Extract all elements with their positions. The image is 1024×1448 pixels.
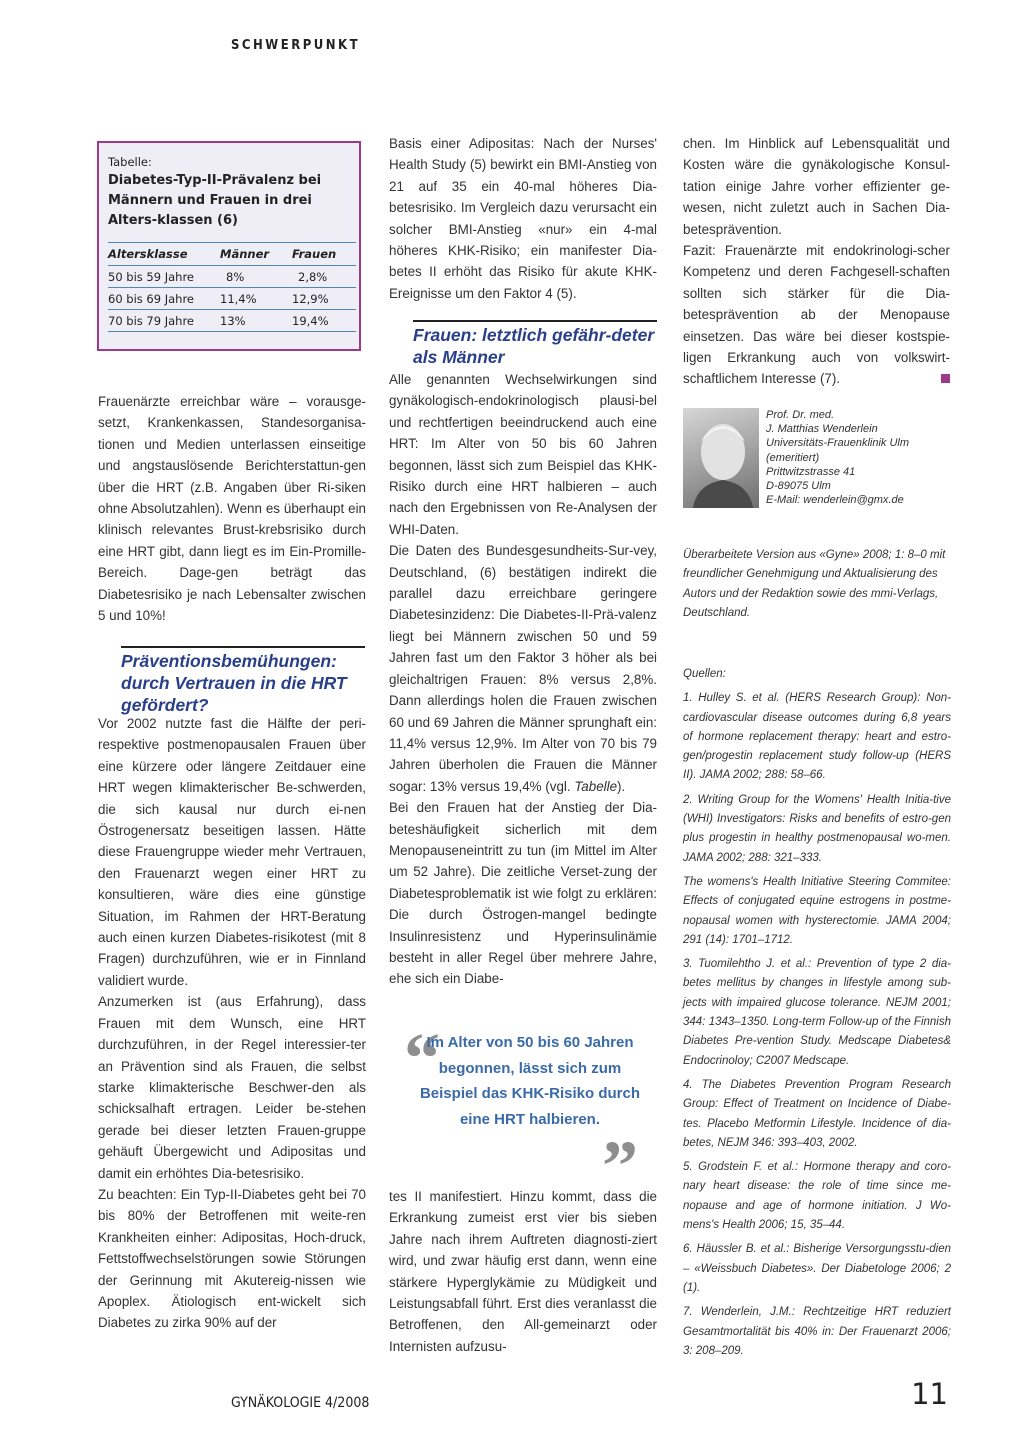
table-row [108,288,356,310]
column-1-body [98,713,366,1334]
author-info [766,408,952,507]
paragraph: Vor 2002 nutzte fast die Hälfte der peri-respektive postmenopausalen Frauen über eine kürzere oder längere Zeitdauer eine HRT wegen klimakterischer Be-schwerden, die sich kausal nur durch ei-nen Östrogenersatz beseitigen lassen. Hätte diese Frauengruppe wieder mehr Vertrauen, den Frauenarzt wegen einer HRT zu konsultieren, wäre dies eine günstige Situation, im Rahmen der HRT-Beratung auch einen kurzen Diabetes-risikotest (mit 8 Fragen) durchzuführen, wie er in Finnland validiert wurde. [98,716,366,988]
table-cell: 19,4% [292,310,356,332]
reference-item: 5. Grodstein F. et al.: Hormone therapy and coro-nary heart disease: the role of time since me-nopause and age of hormone initiation. J Wo-mens's Health 2006; 15, 35–44. [683,1161,951,1232]
table-label: Tabelle: [108,155,152,169]
column-3-body [683,133,950,390]
author-street: Prittwitzstrasse 41 [766,465,856,478]
table-box [97,141,361,351]
column-2-body [389,369,657,990]
reference-item: 3. Tuomilehtho J. et al.: Prevention of type 2 dia-betes mellitus by changes in lifestyle among sub-jects with impaired glucose tolerance. NEJM 2001; 344: 1343–1350. Long-term Follow-up of the Finnish Diabetes Pre-vention Study. Medscape Diabetes& Endocrinoloy; C2007 Medscape. [683,958,951,1067]
references-title: Quellen: [683,668,726,680]
revision-note: Überarbeitete Version aus «Gyne» 2008; 1: 8–0 mit freundlicher Genehmigung und Aktualisierung des Autors und der Redaktion sowie des mmi-Verlags, Deutschland. [683,549,946,619]
paragraph: Zu beachten: Ein Typ-II-Diabetes geht bei 70 bis 80% der Betroffenen mit weite-ren Krankheiten einher: Adipositas, Hoch-druck, Fettstoffwechselstörungen sowie Störungen der Gerinnung mit Akutereig-nissen wie Apoplex. Ätiologisch ent-wickelt sich Diabetes zu zirka 90% auf der [98,1186,366,1331]
author-name: J. Matthias Wenderlein [766,423,878,436]
paragraph: Alle genannten Wechselwirkungen sind gynäkologisch-endokrinologisch plausi-bel und rechtfertigen beeindruckend auch eine HRT: Im Alter von 50 bis 60 Jahren begonnen, lässt sich zum Beispiel das KHK-Risiko durch eine HRT halbieren – auch nach den Ergebnissen von Re-Analysen der WHI-Daten. [389,372,657,537]
table-header-cell: Altersklasse [108,243,220,266]
author-photo [683,408,759,508]
table-cell: 70 bis 79 Jahre [108,310,220,332]
paragraph-text: ). [617,778,626,794]
reference-item: 2. Writing Group for the Womens' Health Initia-tive (WHI) Investigators: Risks and benefits of estro-gen plus progestin in healthy postmenopausal wo-men. JAMA 2002; 288: 321–333. [683,793,951,864]
prevalence-table [108,242,356,332]
reference-item: 4. The Diabetes Prevention Program Research Group: Effect of Treatment on Incidence of Diabe-tes. Placebo Metformin Lifestyle. Incidence of dia-betes, NEJM 346: 393–403, 2002. [683,1078,951,1149]
section-header: SCHWERPUNKT [231,38,361,53]
table-reference: Tabelle [574,778,618,794]
reference-item: The womens's Health Initiative Steering Commitee: Effects of conjugated equine estrogens in postme-nopausal women with hysterectomie. JAMA 2004; 291 (14): 1701–1712. [683,875,951,946]
reference-item: 1. Hulley S. et al. (HERS Research Group): Non-cardiovascular disease outcomes during 6,8 years of hormone replacement therapy: heart and estro-gen/progestin replacement study follow-up (HERS II). JAMA 2002; 288: 58–66. [683,692,951,782]
subhead-frauen: Frauen: letztlich gefähr-deter als Männer [413,325,655,367]
paragraph [683,240,950,390]
paragraph: Frauenärzte erreichbar wäre – vorausge-setzt, Krankenkassen, Standesorganisa-tionen und Medien unterlassen einseitige und angstauslösende Berichterstattun-gen über die HRT (z.B. Angaben über Ri-siken ohne Absolutzahlen). Wenn es überhaupt ein klinisch relevantes Brust-krebsrisiko durch eine HRT gibt, dann liegt es im Ein-Promille-Bereich. Dage-gen beträgt das Diabetesrisiko je nach Lebensalter zwischen 5 und 10%! [98,394,366,624]
paragraph: Anzumerken ist (aus Erfahrung), dass Frauen mit dem Wunsch, eine HRT durchzuführen, in der Regel interessier-ter an Prävention sind als Frauen, die selbst starke klimakterische Beschwer-den als schicksalhaft ertragen. Leider be-stehen gerade bei dieser letzten Frauen-gruppe gehäuft Übergewicht und Adipositas und damit ein erhöhtes Dia-betesrisiko. [98,994,366,1181]
author-title: Prof. Dr. med. [766,409,835,421]
paragraph: Bei den Frauen hat der Anstieg der Dia-beteshäufigkeit sicherlich mit dem Menopauseneintritt zu tun (im Mittel im Alter um 52 Jahre). Die zeitliche Verset-zung der Diabetesproblematik ist wie folgt zu erklären: Die durch Östrogen-mangel bedingte Insulinresistenz und Hyperinsulinämie besteht in aller Regel über mehrere Jahre, ehe sich ein Diabe- [389,800,657,987]
table-cell: 11,4% [220,288,292,310]
table-row [108,310,356,332]
subhead-praevention: Präventionsbemühungen: durch Vertrauen in die HRT gefördert? [121,651,347,715]
table-title: Diabetes-Typ-II-Prävalenz bei Männern und Frauen in drei Alters-klassen (6) [108,173,322,228]
table-cell: 8% [220,266,292,288]
reference-item: 6. Häussler B. et al.: Bisherige Versorgungsstu-dien – «Weissbuch Diabetes». Der Diabetologe 2006; 2 (1). [683,1243,951,1294]
paragraph: Basis einer Adipositas: Nach der Nurses' Health Study (5) bewirkt ein BMI-Anstieg von 21 auf 35 ein 40-mal höheres Dia-betesrisiko. Im Vergleich dazu verursacht ein solcher BMI-Anstieg «nur» ein 4-mal höheres KHK-Risiko; ein manifester Dia-betes II erhöht das Risiko für akute KHK-Ereignisse um den Faktor 4 (5). [389,136,657,301]
subhead-rule [413,320,657,322]
table-header-cell: Männer [220,243,292,266]
author-email: E-Mail: wenderlein@gmx.de [766,494,904,507]
table-cell: 50 bis 59 Jahre [108,266,220,288]
column-1-intro [98,391,366,626]
end-of-article-icon [941,374,950,383]
portrait-icon [683,408,759,508]
paragraph [389,540,657,797]
paragraph-text: Die Daten des Bundesgesundheits-Sur-vey, Deutschland, (6) bestätigen indirekt die parallel dazu erreichbare geringere Diabetesinzidenz: Die Diabetes-II-Prä-valenz liegt bei Männern zwischen 50 und 59 Jahren fast um den Faktor 3 höher als bei gleichaltrigen Frauen: 8% versus 2,8%. Dann allerdings holen die Frauen zwischen 60 und 69 Jahren die Männer sprunghaft ein: 11,4% versus 12,9%. Im Alter von 70 bis 79 Jahren überholen die Frauen die Männer sogar: 13% versus 19,4% (vgl. [389,543,657,794]
reference-item: 7. Wenderlein, J.M.: Rechtzeitige HRT reduziert Gesamtmortalität bis 40% in: Der Frauenarzt 2006; 3: 208–209. [683,1306,951,1357]
references [683,665,951,1366]
table-cell: 2,8% [292,266,356,288]
subhead-rule [121,646,365,648]
journal-footer: GYNÄKOLOGIE 4/2008 [231,1395,370,1411]
table-row [108,266,356,288]
table-header-cell: Frauen [292,243,356,266]
paragraph-text: Fazit: Frauenärzte mit endokrinologi-scher Kompetenz und deren Fachgesell-schaften sollten sich stärker für die Dia-betesprävention ab der Menopause einsetzen. Das wäre bei dieser kostspie-ligen Erkrankung auch von volkswirt-schaftlichem Interesse (7). [683,243,950,387]
open-quote-icon: “ [404,1018,440,1098]
page-number: 11 [911,1377,948,1411]
author-status: (emeritiert) [766,451,820,464]
close-quote-icon: ” [602,1126,638,1206]
pull-quote: Im Alter von 50 bis 60 Jahren begonnen, lässt sich zum Beispiel das KHK-Risiko durch eine HRT halbieren. [419,1034,641,1128]
paragraph: chen. Im Hinblick auf Lebensqualität und Kosten wäre die gynäkologische Konsul-tation einige Jahre vorher effizienter ge-wesen, nicht zuletzt auch in Sachen Dia-betesprävention. [683,136,950,237]
table-cell: 12,9% [292,288,356,310]
paragraph: tes II manifestiert. Hinzu kommt, dass die Erkrankung zumeist erst vier bis sieben Jahre nach ihrem Auftreten diagnosti-ziert wird, und zwar häufig erst dann, wenn eine stärkere Hyperglykämie zu Müdigkeit und Leistungsabfall führt. Erst dies veranlasst die Betroffenen, den All-gemeinarzt oder Internisten aufzusu- [389,1189,657,1354]
column-2-intro [389,133,657,304]
table-cell: 13% [220,310,292,332]
table-cell: 60 bis 69 Jahre [108,288,220,310]
author-city: D-89075 Ulm [766,480,831,493]
author-affiliation: Universitäts-Frauenklinik Ulm [766,437,910,450]
column-2-tail [389,1186,657,1357]
table-header-row [108,243,356,266]
